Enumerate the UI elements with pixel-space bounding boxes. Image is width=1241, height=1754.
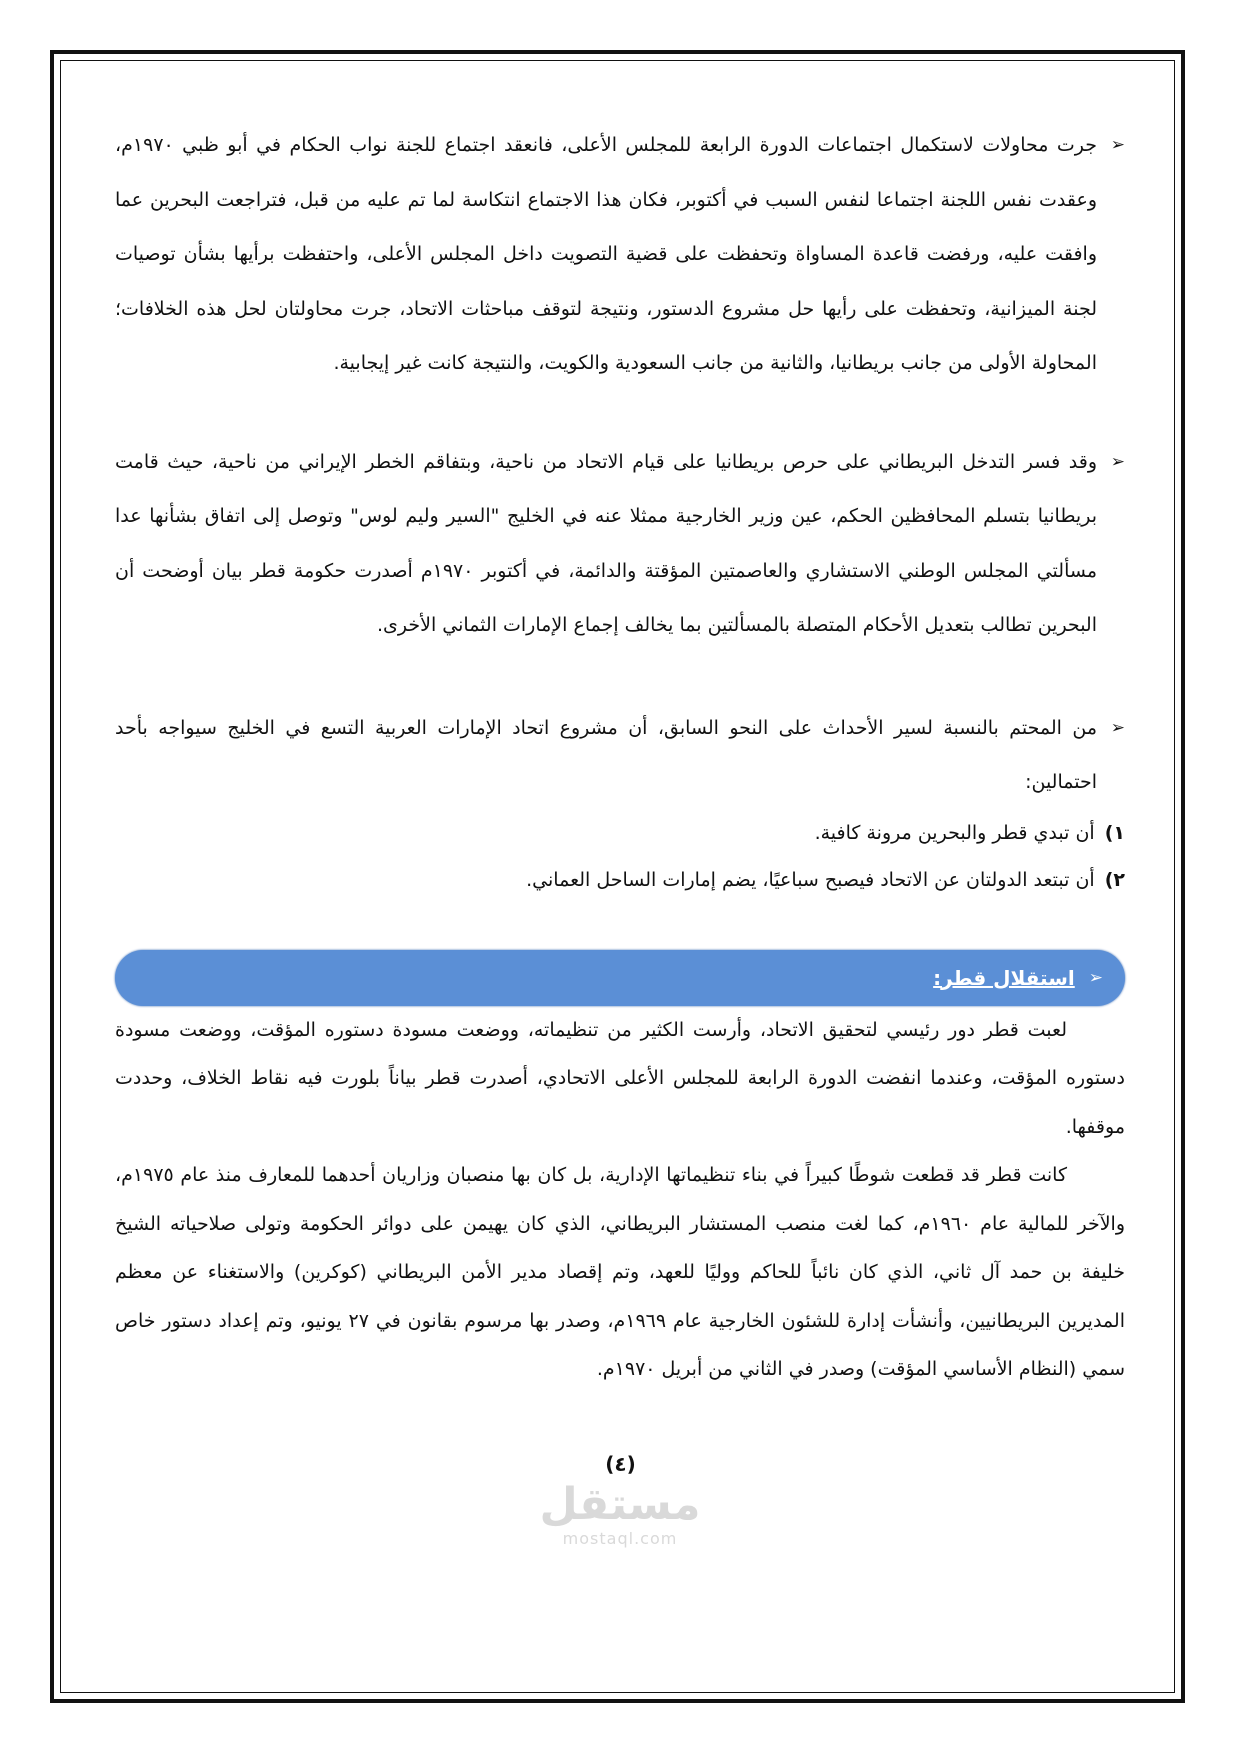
paragraph-qatar-role: لعبت قطر دور رئيسي لتحقيق الاتحاد، وأرست الكثير من تنظيماته، ووضعت مسودة دستوره المؤقت، ووضعت مسودة دستوره المؤقت، وعندما انفضت الدورة الرابعة للمجلس الأعلى الاتحادي، أصدرت قطر بياناً بلورت فيه نقاط الخلاف، وحددت موقفها. xyxy=(115,1018,1125,1138)
section-heading-title: استقلال قطر: xyxy=(933,965,1075,990)
watermark-url-text: mostaql.com xyxy=(562,1529,678,1548)
paragraph-federation-attempts: جرت محاولات لاستكمال اجتماعات الدورة الرابعة للمجلس الأعلى، فانعقد اجتماع للجنة نواب الحكام في أبو ظبي ١٩٧٠م، وعقدت نفس اللجنة اجتماعا لنفس السبب في أكتوبر، فكان هذا الاجتماع انتكاسة لما تم عليه من قبل، فتراجعت البحرين عما وافقت عليه، ورفضت قاعدة المساواة وتحفظت على قضية التصويت داخل المجلس الأعلى، واحتفظت برأيها بشأن توصيات لجنة الميزانية، وتحفظت على رأيها حل مشروع الدستور، ونتيجة لتوقف مباحثات الاتحاد، جرت محاولتان لحل هذه الخلافات؛ المحاولة الأولى من جانب بريطانيا، والثانية من جانب السعودية والكويت، والنتيجة كانت غير إيجابية. xyxy=(115,134,1097,374)
list-item-text: أن تبتعد الدولتان عن الاتحاد فيصبح سباعيًا، يضم إمارات الساحل العماني. xyxy=(526,868,1095,891)
list-item-text: أن تبدي قطر والبحرين مرونة كافية. xyxy=(814,821,1095,844)
arrow-bullet-icon: ➢ xyxy=(1110,135,1125,155)
page-number: (٤) xyxy=(605,1452,636,1476)
list-number: ٢) xyxy=(1104,868,1125,891)
arrow-bullet-icon: ➢ xyxy=(1110,451,1125,472)
paragraph-british-intervention: وقد فسر التدخل البريطاني على حرص بريطانيا على قيام الاتحاد من ناحية، وبتفاقم الخطر الإيراني من ناحية، حيث قامت بريطانيا بتسلم المحافظين الحكم، عين وزير الخارجية ممثلا عنه في الخليج "السير وليم لوس" وتوصل إلى اتفاق بشأنها عدا مسألتي المجلس الوطني الاستشاري والعاصمتين المؤقتة والدائمة، في أكتوبر ١٩٧٠م أصدرت حكومة قطر بيان أوضحت أن البحرين تطالب بتعديل الأحكام المتصلة بالمسألتين بما يخالف إجماع الإمارات الثماني الأخرى. xyxy=(115,450,1097,636)
arrow-bullet-icon: ➢ xyxy=(1088,967,1103,988)
section-heading-banner xyxy=(115,950,1125,1006)
watermark-main-text: مستقل xyxy=(539,1479,701,1530)
watermark-logo xyxy=(470,1480,770,1548)
list-number: ١) xyxy=(1104,821,1125,844)
bullet-paragraph-2 xyxy=(115,435,1125,653)
paragraph-two-possibilities: من المحتم بالنسبة لسير الأحداث على النحو السابق، أن مشروع اتحاد الإمارات العربية التسع في الخليج سيواجه بأحد احتمالين: xyxy=(115,716,1097,793)
arrow-bullet-icon: ➢ xyxy=(1110,717,1125,738)
document-body xyxy=(115,118,1125,1394)
paragraph-qatar-administration: كانت قطر قد قطعت شوطًا كبيراً في بناء تنظيماتها الإدارية، بل كان بها منصبان وزاريان أحدهما للمعارف منذ عام ١٩٧٥م، والآخر للمالية عام ١٩٦٠م، كما لغت منصب المستشار البريطاني، الذي كان يهيمن على دوائر الحكومة وتولى صلاحياته الشيخ خليفة بن حمد آل ثاني، الذي كان نائباً للحاكم ووليًا للعهد، وتم إقصاد مدير الأمن البريطاني (كوكرين) والاستغناء عن معظم المديرين البريطانيين، وأنشأت إدارة للشئون الخارجية عام ١٩٦٩م، وصدر بها مرسوم بقانون في ٢٧ يونيو، وتم إعداد دستور خاص سمي (النظام الأساسي المؤقت) وصدر في الثاني من أبريل ١٩٧٠م. xyxy=(115,1164,1125,1380)
bullet-paragraph-1 xyxy=(115,118,1125,391)
list-item xyxy=(115,857,1125,904)
bullet-paragraph-3 xyxy=(115,701,1125,810)
list-item xyxy=(115,810,1125,857)
